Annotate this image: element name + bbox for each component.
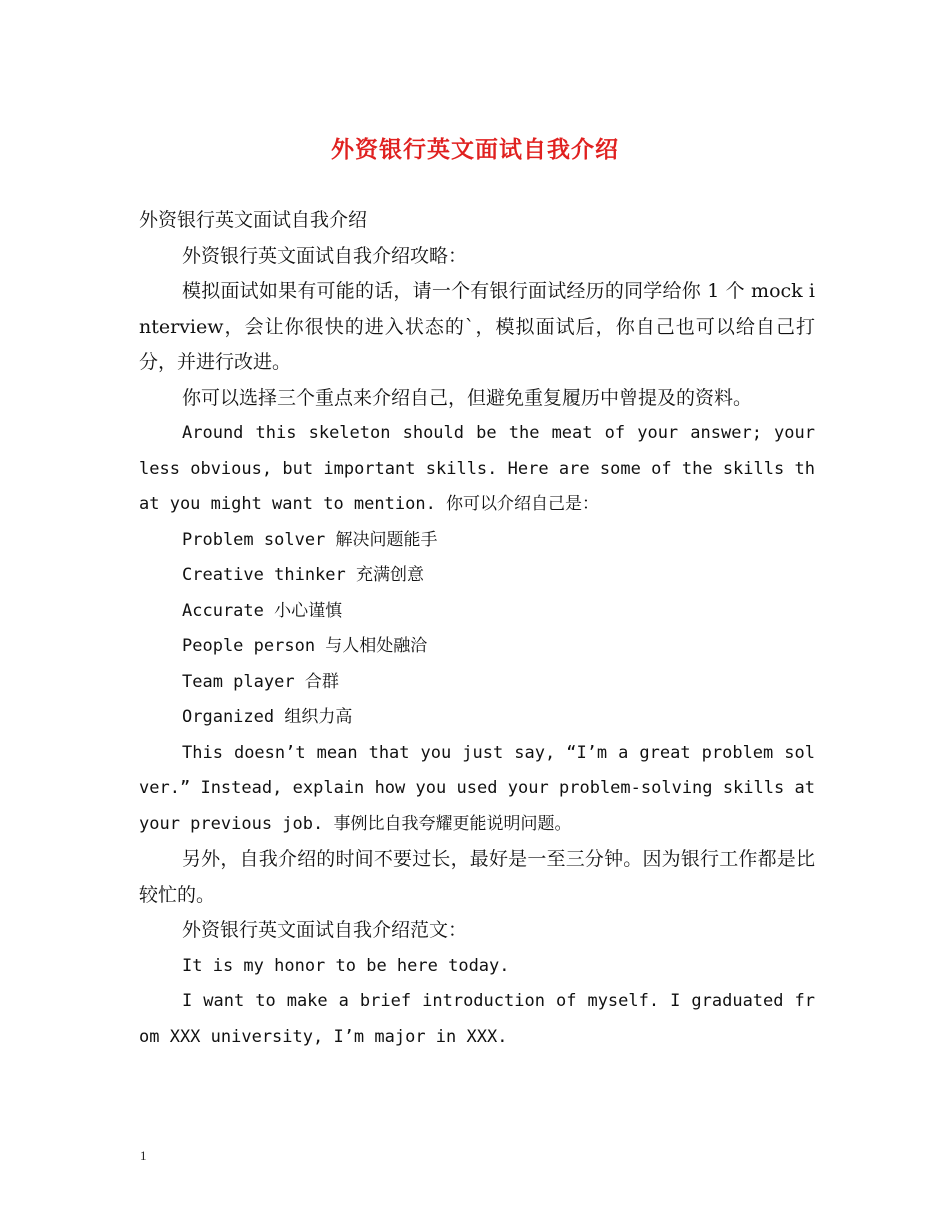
document-body	[139, 203, 815, 1055]
paragraph-heading: 外资银行英文面试自我介绍	[139, 209, 368, 231]
page-number: 1	[140, 1148, 147, 1163]
paragraph-skeleton: Around this skeleton should be the meat of your answer; your less obvious, but important skills. Here are some of the skills that you might want to mention. 你可以介绍自己是：	[139, 423, 815, 514]
list-item-organized: Organized 组织力高	[182, 707, 353, 727]
paragraph-three-points: 你可以选择三个重点来介绍自己，但避免重复履历中曾提及的资料。	[182, 386, 753, 409]
list-item-creative-thinker: Creative thinker 充满创意	[182, 565, 424, 585]
list-item-team-player: Team player 合群	[182, 671, 339, 692]
paragraph-explain-skills: This doesn’t mean that you just say, “I’m a great problem solver.” Instead, explain how you used your problem-solving skills at your previous job. 事例比自我夸耀更能说明问题。	[139, 742, 815, 834]
paragraph-sample-heading: 外资银行英文面试自我介绍范文：	[182, 919, 468, 941]
list-item-people-person: People person 与人相处融洽	[182, 636, 428, 656]
list-item-problem-solver: Problem solver 解决问题能手	[182, 529, 438, 550]
document-title: 外资银行英文面试自我介绍	[331, 137, 619, 163]
list-item-accurate: Accurate 小心谨慎	[182, 600, 343, 621]
paragraph-sample-honor: It is my honor to be here today.	[182, 955, 510, 976]
paragraph-mock-interview: 模拟面试如果有可能的话，请一个有银行面试经历的同学给你 1 个 mock interview，会让你很快的进入状态的`，模拟面试后，你自己也可以给自己打分，并进行改进。	[139, 280, 815, 373]
paragraph-strategy-heading: 外资银行英文面试自我介绍攻略：	[182, 244, 468, 267]
paragraph-sample-intro: I want to make a brief introduction of myself. I graduated from XXX university, I’m major in XXX.	[139, 991, 815, 1047]
paragraph-time-limit: 另外，自我介绍的时间不要过长，最好是一至三分钟。因为银行工作都是比较忙的。	[139, 848, 815, 906]
